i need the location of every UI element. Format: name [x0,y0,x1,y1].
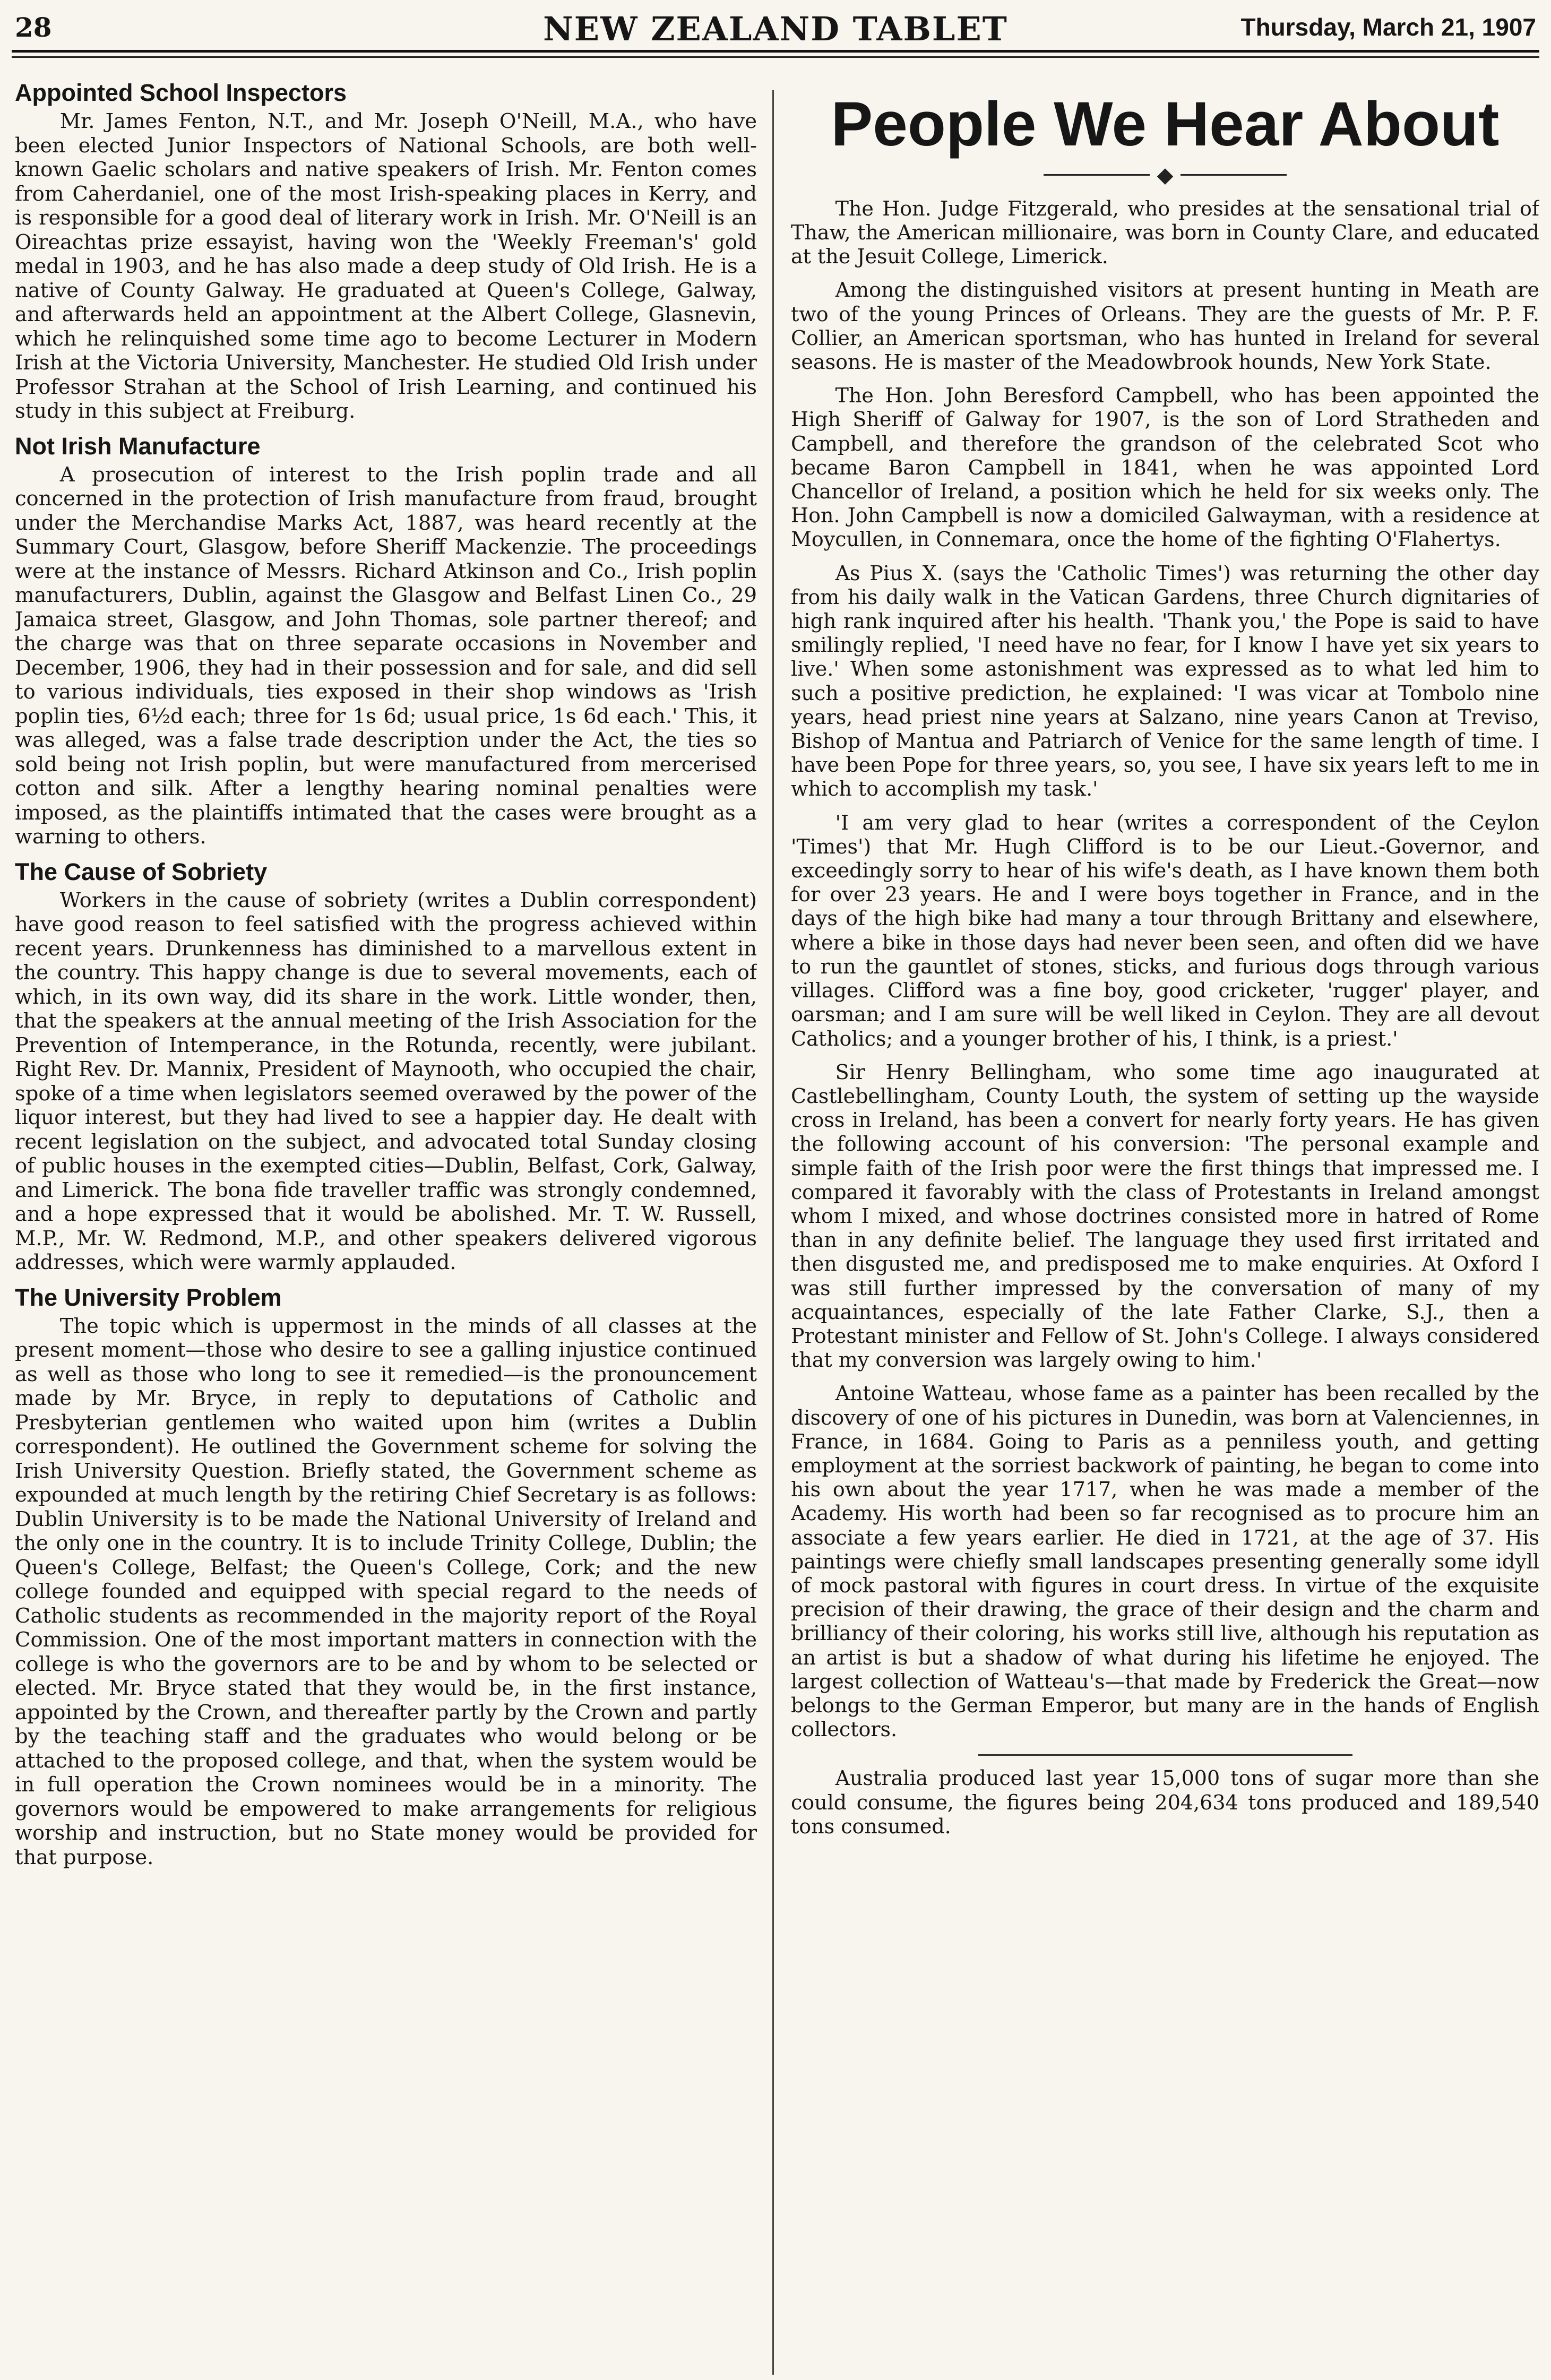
section-heading: The University Problem [15,1283,282,1311]
section-heading: The Cause of Sobriety [15,858,268,885]
news-item: As Pius X. (says the 'Catholic Times') was returning the other day from his daily walk in the Vatican Gardens, three Church dignitaries of high rank inquired after his health. 'Thank you,' the Pope is said to have smilingly replied, 'I need have no fear, for I know I have yet six years to live.' When some astonishment was expressed as to what led him to such a positive prediction, he explained: 'I was vicar at Tombolo nine years, head priest nine years at Salzano, nine years Canon at Treviso, Bishop of Mantua and Patriarch of Venice for the same length of time. I have been Pope for three years, so, you see, I have six years left to me in which to accomplish my task.' [791,561,1539,801]
news-item: Among the distinguished visitors at present hunting in Meath are two of the young Princes of Orleans. They are the guests of Mr. P. F. Collier, an American sportsman, who has hunted in Ireland for several seasons. He is master of the Meadowbrook hounds, New York State. [791,278,1539,374]
header-rule [12,56,1539,58]
diamond-icon: ◆ [1157,162,1174,187]
issue-date: Thursday, March 21, 1907 [1240,13,1536,41]
right-column [791,69,1539,2375]
section-heading: Not Irish Manufacture [15,432,261,460]
article-paragraph: A prosecution of interest to the Irish poplin trade and all concerned in the protection of Irish manufacture from fraud, brought under the Merchandise Marks Act, 1887, was heard recently at the Summary Court, Glasgow, before Sheriff Mackenzie. The proceedings were at the instance of Messrs. Richard Atkinson and Co., Irish poplin manufacturers, Dublin, against the Glasgow and Belfast Linen Co., 29 Jamaica street, Glasgow, and John Thomas, sole partner thereof; and the charge was that on three separate occasions in November and December, 1906, they had in their possession and for sale, and did sell to various individuals, ties exposed in their shop windows as 'Irish poplin ties, 6½d each; three for 1s 6d; usual price, 1s 6d each.' This, it was alleged, was a false trade description under the Act, the ties so sold being not Irish poplin, but were manufactured from mercerised cotton and silk. After a lengthy hearing nominal penalties were imposed, as the plaintiffs intimated that the cases were brought as a warning to others. [15,462,757,849]
page-header [12,7,1539,53]
news-item: 'I am very glad to hear (writes a correspondent of the Ceylon 'Times') that Mr. Hugh Clifford is to be our Lieut.-Governor, and exceedingly sorry to hear of his wife's death, as I have known them both for over 23 years. He and I were boys together in France, and in the days of the high bike had many a tour through Brittany and elsewhere, where a bike in those days had never been seen, and often did we have to run the gauntlet of stones, sticks, and furious dogs through various villages. Clifford was a fine boy, good cricketer, 'rugger' player, and oarsman; and I am sure will be well liked in Ceylon. They are all devout Catholics; and a younger brother of his, I think, is a priest.' [791,810,1539,1050]
masthead-title: NEW ZEALAND TABLET [543,10,1008,48]
news-item: Sir Henry Bellingham, who some time ago inaugurated at Castlebellingham, County Louth, the system of setting up the wayside cross in Ireland, has been a convert for nearly forty years. He has given the following account of his conversion: 'The personal example and simple faith of the Irish poor were the first things that impressed me. I compared it favorably with the class of Protestants in Ireland amongst whom I mixed, and whose doctrines consisted more in hatred of Rome than in any definite belief. The language they used first irritated and then disgusted me, and predisposed me to make enquiries. At Oxford I was still further impressed by the conversation of many of my acquaintances, especially of the late Father Clarke, S.J., then a Protestant minister and Fellow of St. John's College. I always considered that my conversion was largely owing to him.' [791,1060,1539,1372]
section-heading: Appointed School Inspectors [15,79,347,106]
left-column [15,69,757,2375]
feature-title: People We Hear About [831,89,1500,159]
title-ornament [791,161,1539,187]
article-paragraph: Mr. James Fenton, N.T., and Mr. Joseph O'Neill, M.A., who have been elected Junior Inspectors of National Schools, are both well-known Gaelic scholars and native speakers of Irish. Mr. Fenton comes from Caherdaniel, one of the most Irish-speaking places in Kerry, and is responsible for a good deal of literary work in Irish. Mr. O'Neill is an Oireachtas prize essayist, having won the 'Weekly Freeman's' gold medal in 1903, and he has also made a deep study of Old Irish. He is a native of County Galway. He graduated at Queen's College, Galway, and afterwards held an appointment at the Albert College, Glasnevin, which he relinquished some time ago to become Lecturer in Modern Irish at the Victoria University, Manchester. He studied Old Irish under Professor Strahan at the School of Irish Learning, and continued his study in this subject at Freiburg. [15,109,757,423]
article-paragraph: Workers in the cause of sobriety (writes a Dublin correspondent) have good reason to feel satisfied with the progress achieved within recent years. Drunkenness has diminished to a marvellous extent in the country. This happy change is due to several movements, each of which, in its own way, did its share in the work. Little wonder, then, that the speakers at the annual meeting of the Irish Association for the Prevention of Intemperance, in the Rotunda, recently, were jubilant. Right Rev. Dr. Mannix, President of Maynooth, who occupied the chair, spoke of a time when legislators seemed overawed by the power of the liquor interest, but they had lived to see a happier day. He dealt with recent legislation on the subject, and advocated total Sunday closing of public houses in the exempted cities—Dublin, Belfast, Cork, Galway, and Limerick. The bona fide traveller traffic was strongly condemned, and a hope expressed that it would be abolished. Mr. T. W. Russell, M.P., Mr. W. Redmond, M.P., and other speakers delivered vigorous addresses, which were warmly applauded. [15,888,757,1274]
news-item: The Hon. Judge Fitzgerald, who presides at the sensational trial of Thaw, the American millionaire, was born in County Clare, and educated at the Jesuit College, Limerick. [791,196,1539,269]
news-item: Antoine Watteau, whose fame as a painter has been recalled by the discovery of one of his pictures in Dunedin, was born at Valenciennes, in France, in 1684. Going to Paris as a penniless youth, and getting employment at the sorriest backwork of painting, he began to come into his own about the year 1717, when he was made a member of the Academy. His worth had been so far recognised as to procure him an associate a few years earlier. He died in 1721, at the age of 37. His paintings were chiefly small landscapes presenting generally some idyll of mock pastoral with figures in court dress. In virtue of the exquisite precision of their drawing, the grace of their design and the charm and brilliancy of their coloring, his works still live, although his reputation as an artist is but a shadow of what during his lifetime he enjoyed. The largest collection of Watteau's—that made by Frederick the Great—now belongs to the German Emperor, but many are in the hands of English collectors. [791,1382,1539,1741]
article-paragraph: The topic which is uppermost in the minds of all classes at the present moment—those who desire to see a galling injustice continued as well as those who long to see it remedied—is the pronouncement made by Mr. Bryce, in reply to deputations of Catholic and Presbyterian gentlemen who waited upon him (writes a Dublin correspondent). He outlined the Government scheme for solving the Irish University Question. Briefly stated, the Government scheme as expounded at much length by the retiring Chief Secretary is as follows: Dublin University is to be made the National University of Ireland and the only one in the country. It is to include Trinity College, Dublin; the Queen's College, Belfast; the Queen's College, Cork; and the new college founded and equipped with special regard to the needs of Catholic students as recommended in the majority report of the Royal Commission. One of the most important matters in connection with the college is who the governors are to be and by whom to be selected or elected. Mr. Bryce stated that they would be, in the first instance, appointed by the Crown, and thereafter partly by the Crown and partly by the teaching staff and the graduates who would belong or be attached to the proposed college, and that, when the system would be in full operation the Crown nominees would be in a minority. The governors would be empowered to make arrangements for religious worship and instruction, but no State money would be provided for that purpose. [15,1314,757,1869]
page-number: 28 [15,12,52,43]
news-item: Australia produced last year 15,000 tons of sugar more than she could consume, the figures being 204,634 tons produced and 189,540 tons consumed. [791,1766,1539,1838]
item-divider [978,1754,1352,1756]
column-divider [772,90,774,2375]
news-item: The Hon. John Beresford Campbell, who has been appointed the High Sheriff of Galway for 1907, is the son of Lord Stratheden and Campbell, and therefore the grandson of the celebrated Scot who became Baron Campbell in 1841, when he was appointed Lord Chancellor of Ireland, a position which he held for six weeks only. The Hon. John Campbell is now a domiciled Galwayman, with a residence at Moycullen, in Connemara, once the home of the fighting O'Flahertys. [791,384,1539,551]
